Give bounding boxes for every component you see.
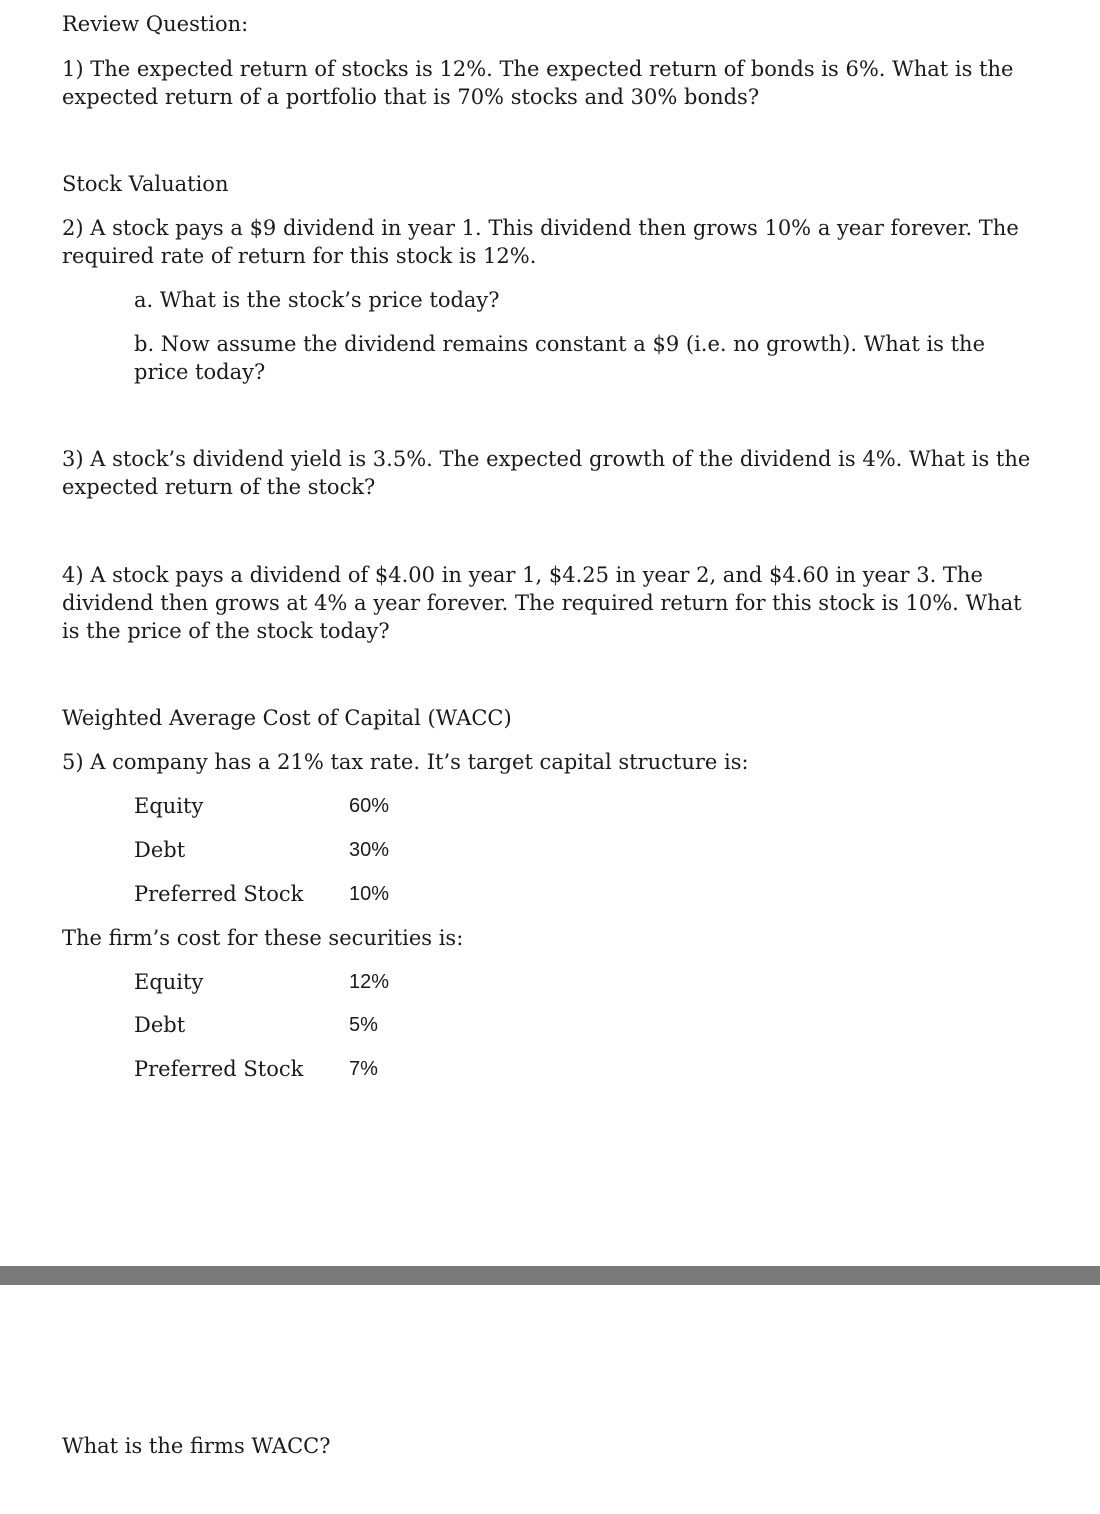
question-3-line-1: 3) A stock’s dividend yield is 3.5%. The expected growth of the dividend is 4%. What is the — [62, 447, 1031, 471]
cost-value-equity: 12% — [349, 971, 390, 993]
wacc-heading: Weighted Average Cost of Capital (WACC) — [62, 706, 512, 730]
question-5-intro: 5) A company has a 21% tax rate. It’s target capital structure is: — [62, 750, 749, 774]
question-4-line-3: is the price of the stock today? — [62, 619, 390, 643]
cost-label-equity: Equity — [134, 970, 204, 994]
wacc-question: What is the firms WACC? — [62, 1434, 331, 1458]
cost-value-preferred: 7% — [349, 1058, 378, 1080]
question-2b-line-2: price today? — [134, 360, 266, 384]
cost-intro: The firm’s cost for these securities is: — [62, 926, 464, 950]
cost-label-debt: Debt — [134, 1013, 186, 1037]
cost-value-debt: 5% — [349, 1014, 378, 1036]
stock-valuation-heading: Stock Valuation — [62, 172, 229, 196]
page-divider — [0, 1266, 1100, 1285]
question-2-line-2: required rate of return for this stock is 12%. — [62, 244, 537, 268]
question-2a: a. What is the stock’s price today? — [134, 288, 500, 312]
structure-value-equity: 60% — [349, 795, 390, 817]
question-4-line-1: 4) A stock pays a dividend of $4.00 in year 1, $4.25 in year 2, and $4.60 in year 3. The — [62, 563, 983, 587]
question-2b-line-1: b. Now assume the dividend remains constant a $9 (i.e. no growth). What is the — [134, 332, 986, 356]
structure-value-debt: 30% — [349, 839, 390, 861]
question-3-line-2: expected return of the stock? — [62, 475, 376, 499]
cost-label-preferred: Preferred Stock — [134, 1057, 304, 1081]
structure-label-equity: Equity — [134, 794, 204, 818]
question-1-line-2: expected return of a portfolio that is 70% stocks and 30% bonds? — [62, 85, 760, 109]
question-2-line-1: 2) A stock pays a $9 dividend in year 1. This dividend then grows 10% a year forever. The — [62, 216, 1019, 240]
question-1-line-1: 1) The expected return of stocks is 12%. The expected return of bonds is 6%. What is the — [62, 57, 1014, 81]
structure-value-preferred: 10% — [349, 883, 390, 905]
question-4-line-2: dividend then grows at 4% a year forever. The required return for this stock is 10%. What — [62, 591, 1022, 615]
structure-label-debt: Debt — [134, 838, 186, 862]
structure-label-preferred: Preferred Stock — [134, 882, 304, 906]
review-heading: Review Question: — [62, 12, 249, 36]
